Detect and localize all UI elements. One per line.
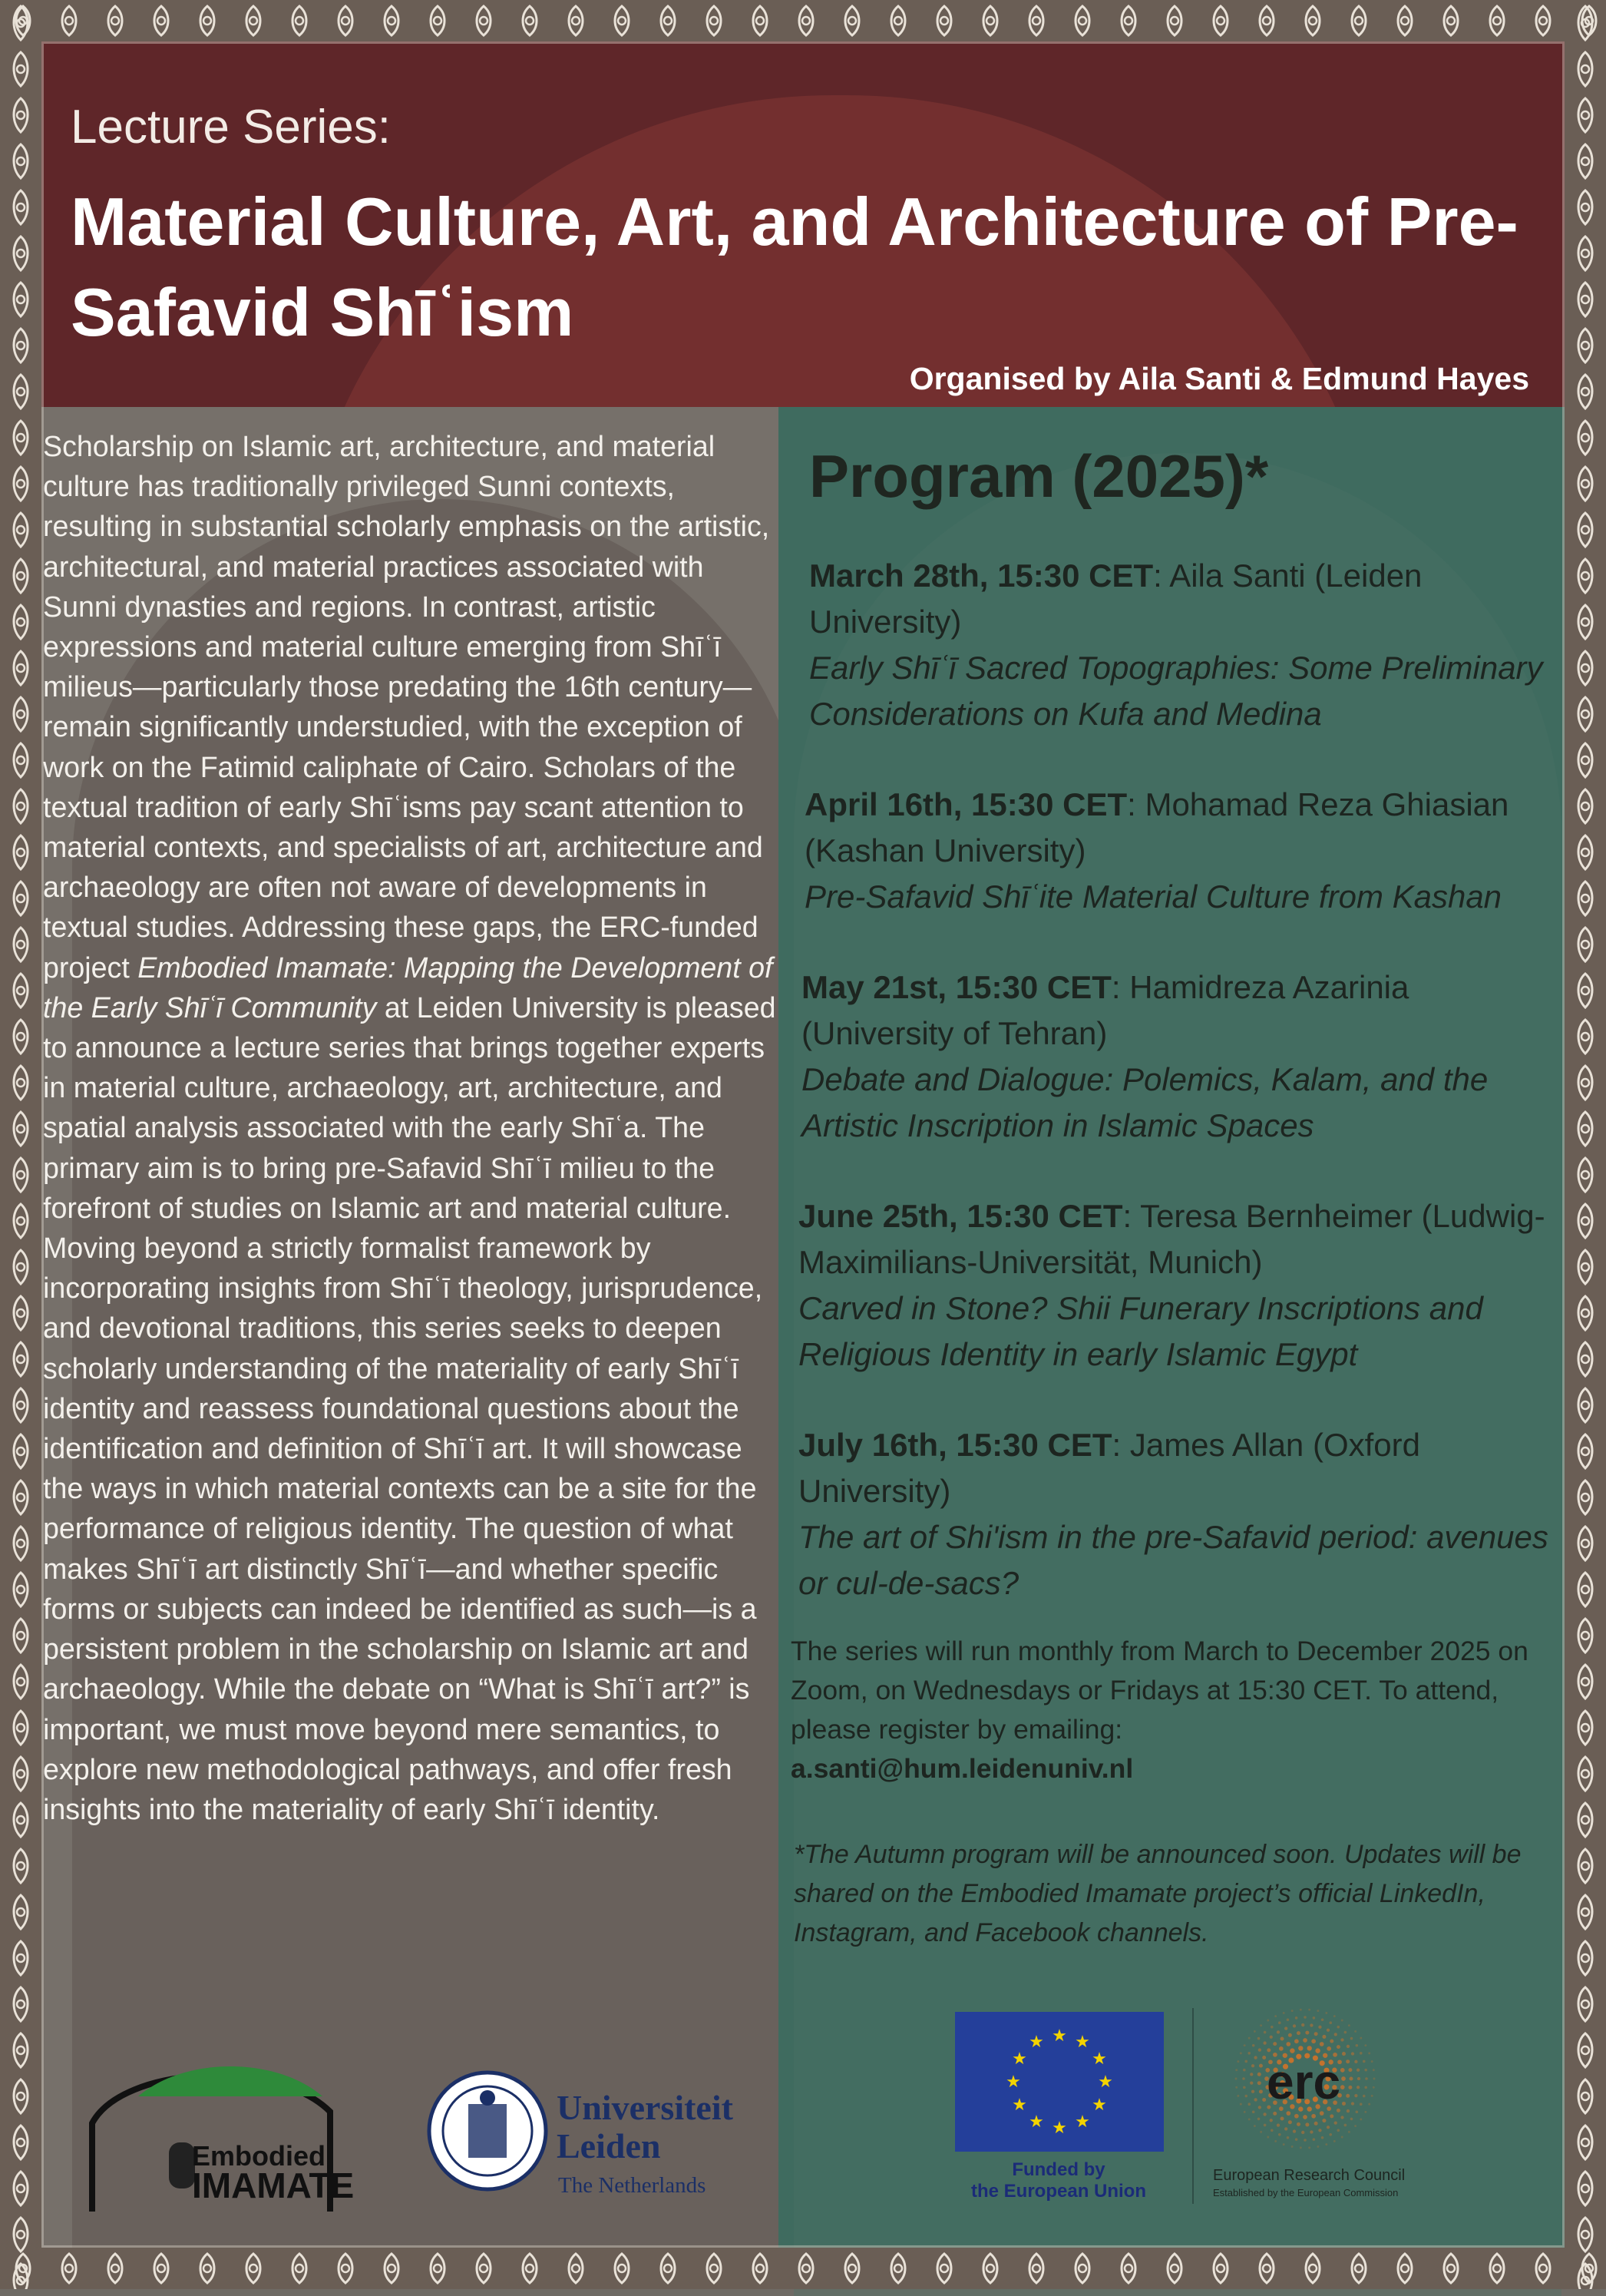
erc-dot [1317,2145,1319,2148]
erc-dot [1279,2046,1284,2051]
erc-dot [1317,2010,1319,2012]
erc-dot [1300,2009,1302,2011]
erc-dot [1307,2046,1311,2050]
organisers: Organised by Aila Santi & Edmund Hayes [909,361,1529,396]
event-speaker: : James Allan (Oxford University) [798,1427,1420,1509]
erc-dot [1365,2077,1368,2080]
erc-dot [1341,2020,1343,2022]
leiden-seal-icon [426,2058,549,2212]
autumn-note: *The Autumn program will be announced soon. Updates will be shared on the Embodied Imamate project’s official LinkedIn, Instagram, and Facebook channels. [794,1840,1522,1947]
erc-dot [1373,2078,1376,2080]
erc-dot [1278,2133,1281,2136]
erc-dot [1291,2145,1294,2148]
eu-star-icon: ★ [1092,2096,1107,2115]
erc-dot [1251,2064,1254,2067]
erc-dot [1311,2039,1316,2043]
eu-funded-line2: the European Union [971,2181,1146,2202]
eu-star-icon: ★ [1075,2033,1090,2053]
erc-word: erc [1267,2054,1341,2109]
erc-dot [1357,2077,1360,2080]
intro-text-part1: Scholarship on Islamic art, architecture, and material culture has traditionally privileged Sunni contexts, resulting in substantial scholarly emphasis on the artistic, architectural, and material practices associated with Sunni dynasties and regions. In contrast, artistic expressions and material culture emerging from Shīʿī milieus—particularly those predating the 16th century—remain significantly understudied, with the exception of work on the Fatimid caliphate of Cairo. Scholars of the textual tradition of early Shīʿisms pay scant attention to material contexts, and specialists of art, architecture and archaeology are often not aware of developments in textual studies. Addressing these gaps, the ERC-funded project [43,430,770,984]
event-item [798,1193,1558,1378]
event-speaker: : Hamidreza Azarinia (University of Tehran) [801,969,1409,1051]
erc-dot [1281,2116,1284,2120]
event-date: April 16th, 15:30 CET [805,786,1128,822]
erc-dot [1337,2129,1340,2132]
erc-dot [1294,2039,1299,2043]
erc-dot [1354,2094,1357,2097]
erc-dot [1327,2029,1330,2032]
event-speaker: : Mohamad Reza Ghiasian (Kashan University) [805,786,1509,868]
erc-dot [1259,2064,1263,2068]
erc-dot [1371,2060,1373,2063]
erc-dot [1267,2048,1271,2052]
erc-dot [1337,2026,1340,2029]
erc-dot [1284,2127,1287,2130]
erc-dot [1264,2031,1267,2034]
eu-star-icon: ★ [1029,2112,1044,2132]
erc-dot [1300,2146,1302,2149]
erc-dot [1288,2033,1292,2037]
erc-dot [1308,2146,1310,2149]
leiden-university-logo [426,2058,779,2219]
border-ornament-right [1565,0,1606,2289]
erc-dot [1357,2069,1360,2072]
erc-dot [1327,2046,1331,2051]
erc-dot [1271,2129,1274,2132]
erc-dot [1254,2030,1256,2033]
erc-dot [1351,2102,1354,2105]
erc-dot [1243,2069,1246,2072]
erc-dot [1251,2090,1254,2093]
erc-dot [1237,2095,1239,2097]
erc-dot [1281,2037,1284,2041]
erc-dot [1329,2021,1332,2024]
erc-dot [1277,2030,1280,2033]
erc-dot [1340,2116,1343,2119]
erc-dot [1354,2125,1357,2127]
eu-flag-icon [955,2012,1164,2152]
erc-dot [1344,2124,1347,2127]
erc-dot [1333,2015,1336,2017]
erc-dot [1274,2140,1277,2142]
erc-dot [1298,2046,1303,2050]
erc-dot [1288,2120,1292,2124]
erc-dot [1371,2095,1373,2097]
erc-subtitle: Established by the European Commission [1213,2187,1399,2198]
erc-dot [1270,2119,1273,2122]
erc-dot [1341,2136,1343,2139]
embodied-line1: Embodied [192,2140,326,2172]
erc-dot [1308,2009,1310,2011]
erc-dot [1356,2044,1359,2047]
erc-dot [1364,2044,1366,2046]
erc-dot [1333,2140,1336,2142]
erc-dot [1368,2103,1370,2106]
erc-dot [1334,2121,1337,2124]
erc-dot [1340,2038,1343,2041]
event-talk-title: Pre-Safavid Shīʿite Material Culture from Kashan [805,878,1502,915]
erc-dot [1270,2036,1273,2039]
erc-dot [1351,2052,1354,2055]
event-item [801,964,1558,1149]
erc-dot [1260,2024,1262,2026]
eu-funding-logo [952,2006,1165,2205]
erc-dot [1267,2136,1269,2139]
erc-dot [1262,2098,1266,2102]
erc-dot [1264,2124,1267,2127]
main-title: Material Culture, Art, and Architecture of Pre-Safavid Shīʿism [71,184,1518,350]
erc-dot [1252,2044,1255,2047]
leiden-line2: Leiden [557,2126,661,2165]
erc-dot [1347,2045,1350,2048]
eu-star-icon: ★ [1012,2096,1027,2115]
erc-dot [1273,2112,1277,2116]
erc-dot [1247,2102,1251,2106]
eu-star-icon: ★ [1075,2112,1090,2132]
eu-star-icon: ★ [1012,2050,1027,2069]
eu-funded-text [952,2159,1165,2202]
erc-dot [1364,2086,1367,2089]
eu-star-icon: ★ [1006,2073,1021,2092]
event-speaker: : Teresa Bernheimer (Ludwig-Maximilians-Universität, Munich) [798,1198,1545,1280]
erc-dot [1354,2060,1357,2063]
erc-dot [1258,2048,1261,2051]
erc-dot [1252,2110,1255,2113]
erc-dot [1346,2059,1350,2063]
erc-dot [1330,2040,1333,2043]
erc-dot [1348,2131,1350,2133]
erc-dot [1254,2056,1257,2059]
erc-dot [1283,2143,1285,2145]
erc-dot [1350,2037,1353,2040]
erc-dot [1360,2052,1363,2055]
erc-dot [1297,2031,1300,2035]
eu-star-icon: ★ [1092,2050,1107,2069]
erc-dot [1297,2122,1300,2126]
eu-star-icon: ★ [1052,2026,1067,2046]
embodied-line2: IMAMATE [192,2165,355,2205]
eu-star-icon: ★ [1098,2073,1113,2092]
erc-dot [1244,2111,1246,2113]
erc-dot [1237,2060,1239,2063]
erc-dot [1262,2056,1266,2059]
erc-dot [1244,2044,1246,2046]
erc-dot [1235,2078,1238,2080]
series-label: Lecture Series: [71,101,391,154]
erc-dot [1290,2048,1294,2053]
erc-dot [1240,2052,1242,2054]
embodied-imamate-dome-icon [77,2050,384,2212]
erc-dot [1244,2095,1247,2098]
eu-star-icon: ★ [1052,2119,1067,2138]
erc-dot [1313,2016,1316,2020]
erc-dot [1250,2081,1253,2084]
erc-dot [1286,2042,1290,2046]
event-item [809,553,1558,737]
erc-dot [1373,2069,1375,2071]
erc-dot [1348,2068,1352,2072]
erc-dot [1315,2048,1320,2053]
erc-dot [1305,2031,1309,2035]
erc-dot [1350,2077,1353,2081]
logo-divider [1192,2008,1194,2204]
erc-dot [1244,2060,1247,2063]
erc-dot [1242,2077,1245,2080]
erc-dot [1322,2035,1326,2039]
erc-dot [1277,2123,1280,2126]
event-list [798,553,1558,1651]
erc-dot [1291,2010,1294,2012]
erc-dot [1363,2060,1366,2063]
erc-dot [1293,2129,1296,2132]
erc-dot [1271,2026,1274,2029]
erc-dot [1263,2112,1266,2116]
erc-dot [1350,2118,1353,2121]
eu-funded-line1: Funded by [1012,2159,1105,2180]
leiden-line1: Universiteit [557,2088,733,2127]
erc-dot [1254,2125,1256,2127]
series-info [791,1632,1558,1788]
event-item [798,1422,1558,1606]
eu-star-icon: ★ [1029,2033,1044,2053]
erc-dot [1347,2109,1350,2112]
erc-dot [1373,2086,1375,2089]
erc-dot [1368,2052,1370,2054]
erc-dot [1325,2012,1327,2014]
erc-dot [1267,2020,1269,2022]
intro-text [43,426,780,1829]
series-info-text: The series will run monthly from March to December 2025 on Zoom, on Wednesdays or Fridays at 15:30 CET. To attend, please register by emailing: [791,1636,1528,1745]
erc-dot [1254,2098,1257,2101]
event-date: July 16th, 15:30 CET [798,1427,1112,1463]
erc-dot [1357,2086,1360,2089]
erc-dot [1348,2024,1350,2026]
erc-dot [1334,2033,1337,2036]
erc-dot [1301,2023,1304,2026]
erc-dot [1364,2111,1366,2113]
event-talk-title: Carved in Stone? Shii Funerary Inscriptions and Religious Identity in early Islamic Egypt [798,1290,1483,1372]
event-date: June 25th, 15:30 CET [798,1198,1123,1234]
erc-dot [1329,2133,1332,2136]
erc-dot [1320,2111,1324,2116]
event-talk-title: Debate and Dialogue: Polemics, Kalam, and the Artistic Inscription in Islamic Spaces [801,1061,1489,1143]
registration-email-link[interactable]: a.santi@hum.leidenuniv.nl [791,1753,1134,1784]
erc-dot [1303,2115,1307,2119]
event-talk-title: The art of Shi'ism in the pre-Safavid period: avenues or cul-de-sacs? [798,1519,1548,1601]
erc-dot [1301,2131,1304,2134]
erc-dot [1248,2118,1251,2120]
erc-dot [1340,2068,1345,2073]
erc-dot [1310,2023,1313,2026]
erc-dot [1313,2138,1316,2141]
erc-dot [1258,2106,1261,2109]
event-speaker: : Aila Santi (Leiden University) [809,557,1423,640]
erc-dot [1248,2037,1251,2040]
leiden-country: The Netherlands [558,2173,706,2198]
event-item [805,782,1558,920]
erc-dot [1257,2081,1261,2085]
erc-dot [1250,2073,1253,2076]
erc-dot [1314,2122,1318,2126]
erc-dot [1311,2114,1316,2119]
erc-dot [1263,2041,1266,2044]
erc-dot [1360,2037,1362,2040]
erc-dot [1322,2119,1326,2122]
erc-dot [1340,2085,1345,2089]
erc-dot [1327,2126,1330,2129]
erc-logo [1213,2006,1443,2198]
erc-dot [1304,2139,1307,2142]
erc-dot [1318,2129,1321,2132]
erc-dot [1342,2052,1346,2056]
erc-dot [1287,2018,1290,2021]
erc-dot [1260,2131,1262,2133]
erc-dot [1295,2138,1298,2141]
border-ornament-top [0,0,1606,41]
erc-dot [1257,2118,1261,2121]
erc-dot [1348,2086,1352,2089]
erc-dot [1344,2031,1347,2034]
erc-dot [1363,2095,1366,2098]
erc-dot [1240,2103,1242,2106]
erc-dot [1235,2086,1238,2089]
erc-dot [1325,2143,1327,2145]
erc-dot [1304,2016,1307,2019]
erc-dot [1342,2102,1346,2106]
erc-dot [1364,2069,1367,2072]
erc-dot [1274,2015,1277,2017]
erc-dot [1346,2094,1350,2098]
erc-dot [1243,2086,1246,2089]
erc-dot [1235,2069,1238,2071]
erc-dot [1278,2021,1281,2024]
erc-dot [1295,2016,1298,2020]
erc-dot [1273,2042,1277,2046]
erc-dot [1341,2076,1346,2081]
erc-dot [1287,2136,1290,2139]
program-title: Program (2025)* [809,442,1269,510]
erc-dot [1259,2089,1263,2093]
project-name: Embodied Imamate: Mapping the Development of the Early Shīʿī Community [43,951,773,1024]
event-date: March 28th, 15:30 CET [809,557,1154,594]
border-ornament-left [0,0,41,2289]
erc-dot [1337,2045,1340,2049]
erc-dot [1247,2052,1251,2055]
erc-dot [1318,2026,1321,2029]
erc-dot [1286,2111,1290,2116]
erc-dot [1257,2073,1261,2076]
erc-dot [1354,2030,1357,2033]
erc-dot [1320,2042,1324,2046]
erc-dot [1360,2118,1362,2120]
erc-dot [1360,2102,1363,2106]
erc-dot [1321,2018,1324,2021]
leiden-name [557,2089,733,2165]
embodied-imamate-logo [77,2050,384,2212]
erc-dot [1294,2114,1299,2119]
intro-text-part2: at Leiden University is pleased to announce a lecture series that brings together experts in material culture, archaeology, art, architecture, and spatial analysis associated with the early Shīʿa. The primary aim is to bring pre-Safavid Shīʿī milieu to the forefront of studies on Islamic art and material culture. Moving beyond a strictly formalist framework by incorporating insights from Shīʿī theology, jurisprudence, and devotional traditions, this series seeks to deepen scholarly understanding of the materiality of early Shīʿī identity and reassess foundational questions about the identification and definition of Shīʿī art. It will showcase the ways in which material contexts can be a site for the performance of religious identity. The question of what makes Shīʿī art distinctly Shīʿī—and whether specific forms or subjects can indeed be identified as such—is a persistent problem in the scholarship on Islamic art and archaeology. While the debate on “What is Shīʿī art?” is important, we must move beyond mere semantics, to explore new methodological pathways, and offer fresh insights into the materiality of early Shīʿī identity. [43,991,776,1825]
erc-dot [1305,2122,1309,2126]
erc-dot [1293,2024,1296,2027]
erc-dot [1284,2026,1287,2030]
erc-dot [1321,2136,1324,2139]
erc-dot [1314,2032,1318,2036]
event-date: May 21st, 15:30 CET [801,969,1112,1005]
erc-dot [1330,2114,1333,2118]
erc-dot [1257,2037,1261,2040]
erc-dot [1310,2130,1313,2133]
erc-dot [1303,2038,1307,2043]
erc-name: European Research Council [1213,2167,1406,2184]
erc-dot [1283,2012,1285,2014]
erc-dot [1356,2110,1359,2113]
event-talk-title: Early Shīʿī Sacred Topographies: Some Preliminary Considerations on Kufa and Medina [809,650,1543,732]
